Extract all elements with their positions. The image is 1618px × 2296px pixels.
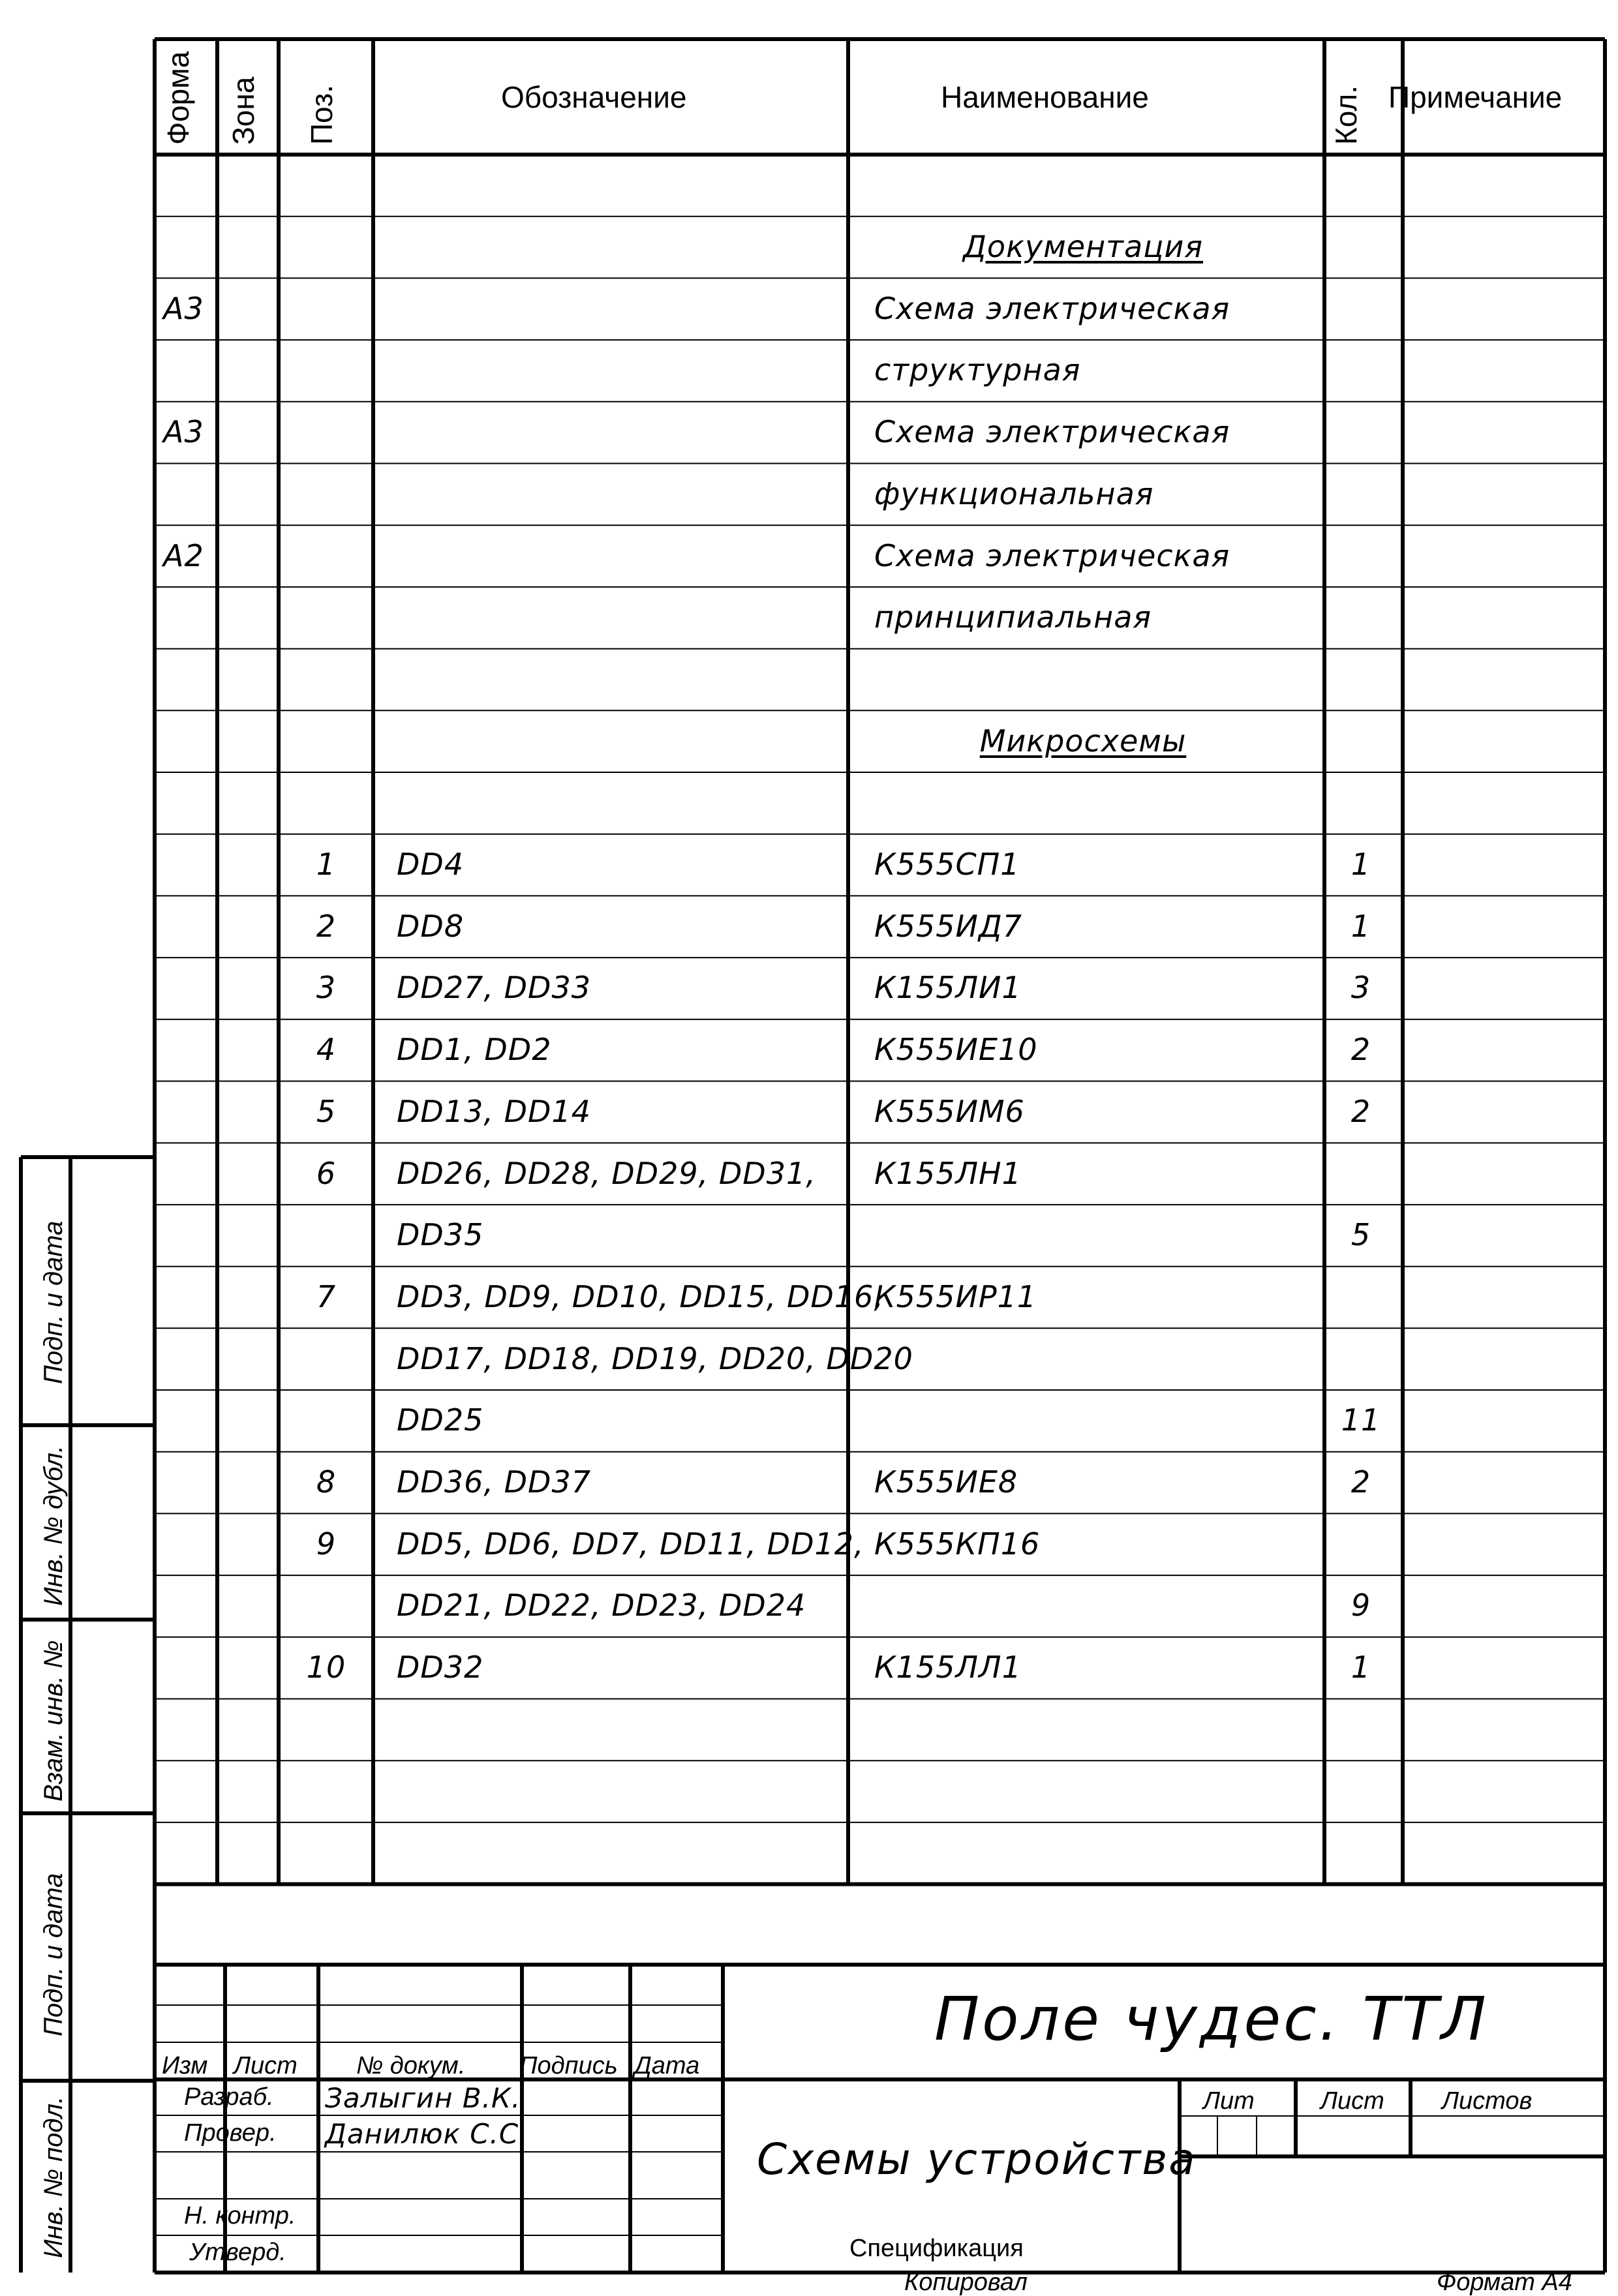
row-kol: 2 [1351, 1093, 1371, 1129]
tb-utverd-label: Утверд. [189, 2239, 286, 2266]
tb-col-izm: Изм [162, 2052, 208, 2079]
row-forma: А3 [163, 290, 204, 326]
row-oboznachenie: DD4 [397, 847, 465, 883]
row-poz: 8 [316, 1464, 337, 1500]
tb-n-kontr-label: Н. контр. [184, 2202, 296, 2229]
row-poz: 7 [316, 1278, 337, 1314]
row-poz: 3 [316, 970, 337, 1006]
header-forma: Форма [161, 51, 195, 145]
row-naimenovanie: Схема электрическая [874, 537, 1230, 573]
row-kol: 1 [1351, 908, 1371, 944]
tb-lit: Лит [1203, 2087, 1255, 2115]
row-poz: 1 [316, 847, 337, 883]
row-oboznachenie: DD35 [397, 1217, 484, 1253]
side-label-podp-data-1: Подп. и дата [39, 1220, 68, 1384]
tb-col-podpis: Подпись [519, 2052, 618, 2079]
tb-designation: Поле чудес. ТТЛ [934, 1984, 1489, 2054]
tb-format: Формат А4 [1437, 2269, 1572, 2296]
row-kol: 9 [1351, 1588, 1371, 1624]
row-poz: 2 [316, 908, 337, 944]
row-poz: 9 [316, 1526, 337, 1562]
row-kol: 2 [1351, 1032, 1371, 1068]
row-forma: А3 [163, 414, 204, 450]
header-oboznachenie: Обозначение [501, 80, 687, 114]
row-kol: 5 [1351, 1217, 1371, 1253]
row-kol: 3 [1351, 970, 1371, 1006]
header-kol: Кол. [1329, 85, 1363, 145]
tb-razrab-label: Разраб. [184, 2083, 274, 2111]
row-oboznachenie: DD26, DD28, DD29, DD31, [397, 1155, 816, 1191]
row-kol: 1 [1351, 1650, 1371, 1685]
row-naimenovanie: Схема электрическая [874, 290, 1230, 326]
row-oboznachenie: DD17, DD18, DD19, DD20, DD20 [397, 1340, 913, 1376]
tb-prover-label: Провер. [184, 2119, 277, 2147]
row-oboznachenie: DD1, DD2 [397, 1032, 552, 1068]
row-naimenovanie: К555КП16 [874, 1526, 1041, 1562]
row-naimenovanie: К555ИЕ8 [874, 1464, 1018, 1500]
row-naimenovanie: К555ИД7 [874, 908, 1023, 944]
row-oboznachenie: DD13, DD14 [397, 1093, 591, 1129]
tb-kopiroval: Копировал [904, 2269, 1028, 2296]
tb-prover-name: Данилюк С.С. [325, 2118, 528, 2150]
row-kol: 1 [1351, 847, 1371, 883]
tb-list: Лист [1320, 2087, 1384, 2115]
row-naimenovanie: К155ЛИ1 [874, 970, 1022, 1006]
row-oboznachenie: DD32 [397, 1650, 484, 1685]
row-naimenovanie: функциональная [874, 476, 1154, 511]
row-poz: 6 [316, 1155, 337, 1191]
row-section-title: Документация [962, 229, 1204, 265]
header-poz: Поз. [305, 85, 339, 145]
row-oboznachenie: DD8 [397, 908, 465, 944]
row-naimenovanie: К555ИР11 [874, 1278, 1037, 1314]
row-forma: А2 [163, 537, 204, 573]
row-naimenovanie: К555ИМ6 [874, 1093, 1025, 1129]
row-section-title: Микросхемы [979, 723, 1187, 759]
row-oboznachenie: DD25 [397, 1402, 484, 1438]
tb-col-dokum: № докум. [356, 2052, 466, 2079]
row-kol: 2 [1351, 1464, 1371, 1500]
row-naimenovanie: К555ИЕ10 [874, 1032, 1038, 1068]
row-naimenovanie: Схема электрическая [874, 414, 1230, 450]
row-oboznachenie: DD36, DD37 [397, 1464, 591, 1500]
row-poz: 5 [316, 1093, 337, 1129]
header-zona: Зона [226, 76, 260, 145]
tb-col-data: Дата [634, 2052, 700, 2079]
row-poz: 10 [306, 1650, 346, 1685]
tb-razrab-name: Залыгин В.К. [325, 2082, 521, 2114]
side-label-podp-data-2: Подп. и дата [39, 1873, 68, 2036]
row-naimenovanie: структурная [874, 352, 1081, 388]
row-oboznachenie: DD27, DD33 [397, 970, 591, 1006]
tb-listov: Листов [1442, 2087, 1533, 2115]
side-label-vzam-inv: Взам. инв. № [39, 1640, 68, 1802]
header-naimenovanie: Наименование [941, 80, 1149, 114]
tb-doc-name: Схемы устройства [757, 2134, 1197, 2184]
side-label-inv-podl: Инв. № подл. [39, 2096, 68, 2258]
row-naimenovanie: К555СП1 [874, 847, 1020, 883]
tb-doc-type: Спецификация [849, 2235, 1024, 2262]
side-label-inv-dubl: Инв. № дубл. [39, 1445, 68, 1606]
row-naimenovanie: принципиальная [874, 599, 1152, 635]
row-kol: 11 [1341, 1402, 1381, 1438]
row-naimenovanie: К155ЛЛ1 [874, 1650, 1022, 1685]
row-oboznachenie: DD5, DD6, DD7, DD11, DD12, [397, 1526, 864, 1562]
row-poz: 4 [316, 1032, 337, 1068]
row-naimenovanie: К155ЛН1 [874, 1155, 1022, 1191]
row-oboznachenie: DD3, DD9, DD10, DD15, DD16, [397, 1278, 884, 1314]
header-primechanie: Примечание [1388, 80, 1563, 114]
row-oboznachenie: DD21, DD22, DD23, DD24 [397, 1588, 806, 1624]
tb-col-list: Лист [234, 2052, 298, 2079]
